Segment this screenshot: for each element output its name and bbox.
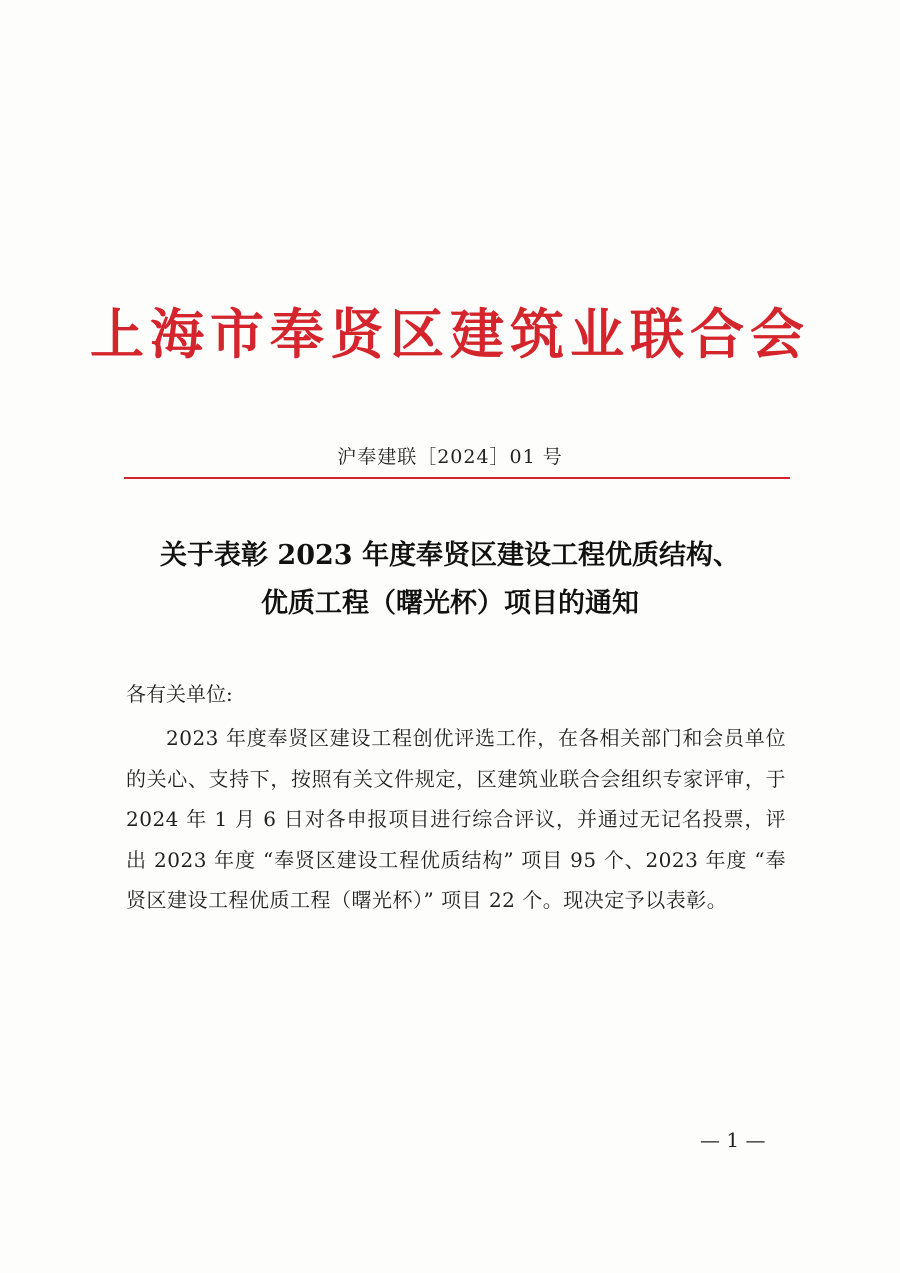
document-title [60, 532, 840, 628]
organization-header: 上海市奉贤区建筑业联合会 [90, 302, 810, 366]
document-number: 沪奉建联［2024］01 号 [337, 446, 563, 468]
title-line-1: 关于表彰 2023 年度奉贤区建设工程优质结构、 [160, 540, 740, 571]
header-divider [124, 477, 790, 479]
salutation: 各有关单位: [126, 682, 233, 706]
title-line-2: 优质工程（曙光杯）项目的通知 [261, 588, 639, 619]
body-paragraph: 2023 年度奉贤区建设工程创优评选工作，在各相关部门和会员单位的关心、支持下，按照有关文件规定，区建筑业联合会组织专家评审，于 2024 年 1 月 6 日对各申报项目进行综合评议，并通过无记名投票，评出 2023 年度 “奉贤区建设工程优质结构” 项目 95 个、2023 年度 “奉贤区建设工程优质工程（曙光杯）” 项目 22 个。现决定予以表彰。 [126, 726, 786, 912]
page-number: — 1 — [700, 1128, 766, 1152]
